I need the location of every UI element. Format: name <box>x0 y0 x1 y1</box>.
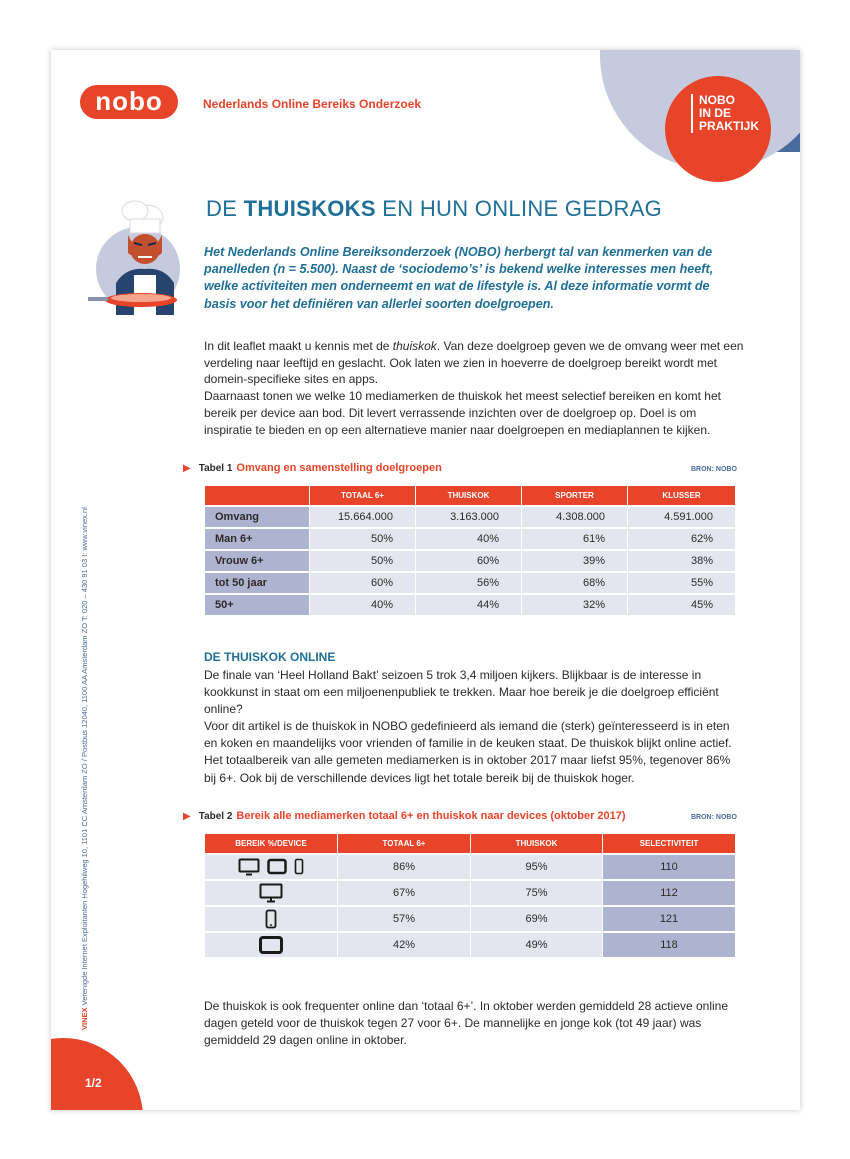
table-row: 86% 95% 110 <box>205 853 736 879</box>
table2-caption: ▶ Tabel 2 Bereik alle mediamerken totaal 6+ en thuiskok naar devices (oktober 2017) <box>183 810 626 822</box>
table-row: Man 6+ 50% 40% 61% 62% <box>205 527 736 549</box>
table1-header-cell: THUISKOK <box>416 486 522 505</box>
badge-nobo-in-de-praktijk <box>691 94 759 133</box>
nobo-logo <box>79 82 179 122</box>
intro-paragraph-1: In dit leaflet maakt u kennis met de thuiskok. Van deze doelgroep geven we de omvang weer met een verdeling naar leeftijd en geslacht. Ook laten we zien in hoeverre de doelgroep bereikt wordt met domein-specifieke sites en apps. <box>204 339 744 387</box>
section2-paragraph-1: De finale van ‘Heel Holland Bakt’ seizoen 5 trok 3,4 miljoen kijkers. Blijkbaar is de interesse in kookkunst in staat om een miljoenenpubliek te trekken. Maar hoe bereik je die doelgroep efficiënt online? <box>204 668 719 717</box>
org-phone: T: 020 – 430 91 03 <box>80 558 89 621</box>
section2-paragraph-2: Voor dit artikel is de thuiskok in NOBO gedefinieerd als iemand die (sterk) geïnteresseerd is in eten en koken en maandelijks voor vrienden of familie in de keuken staat. De thuiskok blijkt online actief. Het totaalbereik van alle gemeten mediamerken is in oktober 2017 maar liefst 95%, tegenover 86% bij 6+. Ook bij de verschillende devices ligt het totale bereik bij de thuiskok hoger. <box>204 719 732 785</box>
badge-line: NOBO <box>699 93 735 107</box>
chef-illustration <box>86 197 198 315</box>
table1-caption: ▶ Tabel 1 Omvang en samenstelling doelgroepen <box>183 462 442 474</box>
caption-arrow-icon: ▶ <box>183 811 191 822</box>
table-row: tot 50 jaar 60% 56% 68% 55% <box>205 571 736 593</box>
table-row: 57% 69% 121 <box>205 905 736 931</box>
org-name: VINEX <box>80 1007 89 1030</box>
tablet-icon <box>205 931 338 957</box>
badge-line: IN DE <box>699 106 732 120</box>
table1-header-cell: TOTAAL 6+ <box>310 486 416 505</box>
leaflet-page <box>51 50 800 1110</box>
table-row: 67% 75% 112 <box>205 879 736 905</box>
table-row: Omvang 15.664.000 3.163.000 4.308.000 4.591.000 <box>205 505 736 527</box>
caption-arrow-icon: ▶ <box>183 463 191 474</box>
table2-devices <box>205 834 736 957</box>
logo-text: nobo <box>95 86 163 116</box>
tagline: Nederlands Online Bereiks Onderzoek <box>203 97 422 111</box>
table-row: 42% 49% 118 <box>205 931 736 957</box>
table2-header-cell: SELECTIVITEIT <box>603 834 736 853</box>
corner-decoration-red <box>51 1038 143 1110</box>
table-row: 50+ 40% 44% 32% 45% <box>205 593 736 615</box>
table2-header-cell: TOTAAL 6+ <box>338 834 471 853</box>
desktop-icon <box>205 879 338 905</box>
section2-text <box>204 667 744 787</box>
badge-line: PRAKTIJK <box>699 119 760 133</box>
table1-header-cell: KLUSSER <box>628 486 736 505</box>
intro-text <box>204 338 744 438</box>
intro-paragraph-2: Daarnaast tonen we welke 10 mediamerken de thuiskok het meest selectief bereiken en komt het bereik per device aan bod. Dit levert verrassende inzichten over de doelgroep op. Doel is om inspiratie te bieden en op een alternatieve manier naar doelgroepen en mediaplannen te kijken. <box>204 389 721 437</box>
page-number: 1/2 <box>85 1076 102 1090</box>
closing-paragraph: De thuiskok is ook frequenter online dan ‘totaal 6+’. In oktober werden gemiddeld 28 actieve online dagen geteld voor de thuiskok tegen 27 voor 6+. De mannelijke en jonge kok (tot 49 jaar) was gemiddeld 29 dagen online in oktober. <box>204 999 728 1048</box>
lead-paragraph: Het Nederlands Online Bereiksonderzoek (NOBO) herbergt tal van kenmerken van de panelleden (n = 5.500). Naast de ‘sociodemo’s’ is bekend welke interesses men heeft, welke activiteiten men onderneemt en wat de lifestyle is. Al deze informatie vormt de basis voor het definiëren van allerlei soorten doelgroepen. <box>204 245 714 311</box>
smartphone-icon <box>205 905 338 931</box>
table2-header-cell: THUISKOK <box>471 834 603 853</box>
table1-doelgroepen <box>205 486 736 615</box>
table2-header-cell: BEREIK %/DEVICE <box>205 834 338 853</box>
side-address <box>79 430 93 1030</box>
org-web: I: www.vinex.nl <box>80 507 89 557</box>
table1-header-cell <box>205 486 310 505</box>
table-row: Vrouw 6+ 50% 60% 39% 38% <box>205 549 736 571</box>
table2-source: BRON: NOBO <box>691 814 737 821</box>
table1-header-cell: SPORTER <box>522 486 628 505</box>
table1-source: BRON: NOBO <box>691 466 737 473</box>
all-devices-icon <box>205 853 338 879</box>
org-address: Verenigde Internet Exploitanten Hogehilweg 10, 1101 CC Amsterdam ZO / Postbus 12040, 1100 AA Amsterdam ZO <box>80 622 89 1006</box>
section-heading: DE THUISKOK ONLINE <box>204 650 336 664</box>
page-title: DE THUISKOKS EN HUN ONLINE GEDRAG <box>206 196 663 221</box>
